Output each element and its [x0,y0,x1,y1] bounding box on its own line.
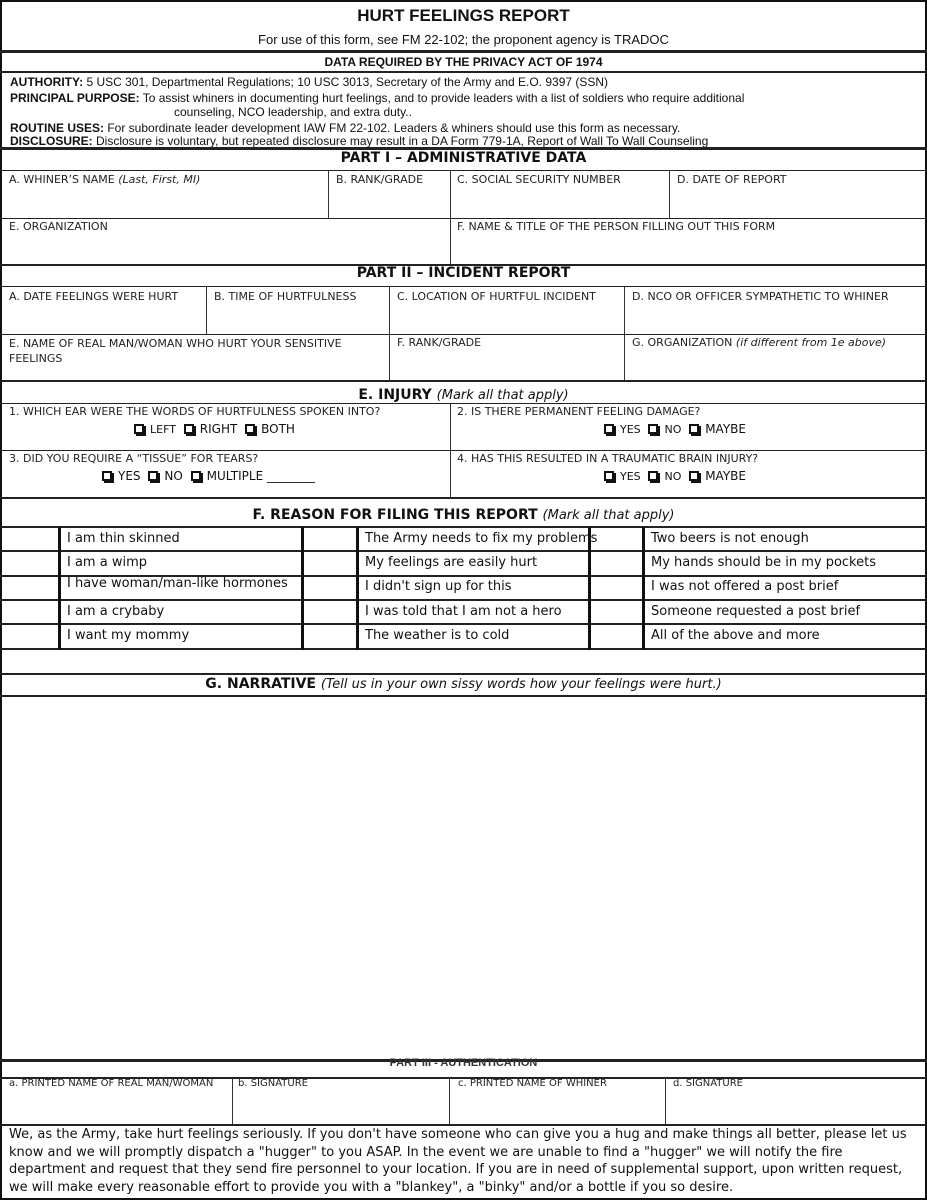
reasons-title: F. REASON FOR FILING THIS REPORT (Mark all that apply) [252,507,675,523]
offender-organization-field[interactable]: G. ORGANIZATION (if different from 1e above) [632,336,887,349]
divider [0,380,927,382]
reason-grid-line [58,527,61,650]
signature-field[interactable]: b. SIGNATURE [238,1078,308,1089]
offender-rank-field[interactable]: F. RANK/GRADE [397,336,482,349]
reason-requested-post-brief[interactable]: Someone requested a post brief [651,604,861,619]
whiner-signature-field[interactable]: d. SIGNATURE [673,1078,743,1089]
date-hurt-field[interactable]: A. DATE FEELINGS WERE HURT [9,290,179,303]
cell-divider [665,1078,666,1124]
privacy-heading: DATA REQUIRED BY THE PRIVACY ACT OF 1974 [324,55,603,69]
both-checkbox[interactable] [245,424,255,434]
yes-checkbox[interactable] [604,471,614,481]
reason-thin-skinned[interactable]: I am thin skinned [67,531,180,546]
brain-injury-question: 4. HAS THIS RESULTED IN A TRAUMATIC BRAIN INJURY? [457,452,759,465]
reason-all-above[interactable]: All of the above and more [651,628,820,643]
multiple-checkbox[interactable] [191,471,201,481]
reason-didnt-sign-up[interactable]: I didn't sign up for this [365,579,512,594]
divider [0,497,927,499]
injury-title: E. INJURY (Mark all that apply) [358,387,569,403]
reason-wimp[interactable]: I am a wimp [67,555,147,570]
privacy-disclosure: DISCLOSURE: Disclosure is voluntary, but repeated disclosure may result in a DA Form 779-1A, Report of Wall To Wall Counseling [10,134,709,147]
divider [0,50,927,53]
yes-checkbox[interactable] [102,471,112,481]
divider [0,550,927,552]
divider [0,695,927,697]
divider [0,623,927,625]
reason-two-beers[interactable]: Two beers is not enough [651,531,809,546]
reason-easily-hurt[interactable]: My feelings are easily hurt [365,555,538,570]
privacy-purpose-cont: counseling, NCO leadership, and extra duty.. [174,105,412,119]
sympathetic-nco-field[interactable]: D. NCO OR OFFICER SYMPATHETIC TO WHINER [632,290,889,303]
divider [0,599,927,601]
part1-title: PART I – ADMINISTRATIVE DATA [340,150,587,166]
part2-title: PART II – INCIDENT REPORT [356,265,571,281]
left-checkbox[interactable] [134,424,144,434]
reason-hands-pockets[interactable]: My hands should be in my pockets [651,555,876,570]
footer-text: We, as the Army, take hurt feelings seriously. If you don't have someone who can give you a hug and make things all better, please let us know and we will promptly dispatch a "hugger" to you ASAP. In the event we are unable to find a "hugger" we will notify the fire department and request that they send fire personnel to your location. If you are in need of supplemental support, upon written request, we will make every reasonable effort to provide you with a "blankey", a "binky" and/or a bottle if you so desire. [9,1127,907,1195]
privacy-authority: AUTHORITY: 5 USC 301, Departmental Regulations; 10 USC 3013, Secretary of the Army and E.O. 9397 (SSN) [10,75,609,89]
tissue-question: 3. DID YOU REQUIRE A “TISSUE” FOR TEARS? [9,452,259,465]
reason-grid-line [642,527,645,650]
ear-options: LEFT RIGHT BOTH [130,422,295,436]
divider [0,403,927,404]
maybe-checkbox[interactable] [689,471,699,481]
no-checkbox[interactable] [148,471,158,481]
organization-field[interactable]: E. ORGANIZATION [9,220,108,233]
location-field[interactable]: C. LOCATION OF HURTFUL INCIDENT [397,290,596,303]
divider [0,218,927,219]
reason-grid-line [301,527,304,650]
reason-army-fix[interactable]: The Army needs to fix my problems [365,531,598,546]
maybe-checkbox[interactable] [689,424,699,434]
time-hurt-field[interactable]: B. TIME OF HURTFULNESS [214,290,357,303]
offender-name-field[interactable]: E. NAME OF REAL MAN/WOMAN WHO HURT YOUR SENSITIVE FEELINGS [9,337,342,365]
whiner-name-field[interactable]: A. WHINER’S NAME (Last, First, MI) [9,173,201,186]
reason-hormones[interactable]: I have woman/man-like hormones [67,576,288,591]
narrative-textarea[interactable] [3,698,924,1058]
divider [0,450,927,451]
divider [0,526,927,528]
cell-divider [206,287,207,335]
whiner-printed-name-field[interactable]: c. PRINTED NAME OF WHINER [458,1078,607,1089]
date-of-report-field[interactable]: D. DATE OF REPORT [677,173,787,186]
reason-weather[interactable]: The weather is to cold [365,628,510,643]
ear-question: 1. WHICH EAR WERE THE WORDS OF HURTFULNESS SPOKEN INTO? [9,405,381,418]
reason-not-hero[interactable]: I was told that I am not a hero [365,604,562,619]
brain-injury-options: YES NO MAYBE [600,469,746,483]
divider [0,648,927,650]
yes-checkbox[interactable] [604,424,614,434]
form-subtitle: For use of this form, see FM 22-102; the proponent agency is TRADOC [258,32,669,47]
divider [0,170,927,171]
preparer-name-field[interactable]: F. NAME & TITLE OF THE PERSON FILLING OUT THIS FORM [457,220,776,233]
real-man-name-field[interactable]: a. PRINTED NAME OF REAL MAN/WOMAN [9,1078,214,1089]
cell-divider [232,1078,233,1124]
part3-title: PART III - AUTHENTICATION [389,1057,538,1069]
cell-divider [449,1078,450,1124]
tissue-options: YES NO MULTIPLE ________ [98,469,315,483]
reason-mommy[interactable]: I want my mommy [67,628,190,643]
damage-question: 2. IS THERE PERMANENT FEELING DAMAGE? [457,405,701,418]
form-title: HURT FEELINGS REPORT [357,6,570,25]
reason-crybaby[interactable]: I am a crybaby [67,604,165,619]
damage-options: YES NO MAYBE [600,422,746,436]
reason-grid-line [356,527,359,650]
divider [0,286,927,287]
cell-divider [669,170,670,218]
divider [0,334,927,335]
privacy-purpose: PRINCIPAL PURPOSE: To assist whiners in documenting hurt feelings, and to provide leaders with a list of soldiers who require additional [10,91,745,105]
privacy-uses: ROUTINE USES: For subordinate leader development IAW FM 22-102. Leaders & whiners should use this form as necessary. [10,121,681,135]
no-checkbox[interactable] [648,424,658,434]
divider [0,71,927,73]
cell-divider [328,170,329,218]
ssn-field[interactable]: C. SOCIAL SECURITY NUMBER [457,173,621,186]
no-checkbox[interactable] [648,471,658,481]
reason-no-post-brief[interactable]: I was not offered a post brief [651,579,839,594]
narrative-title: G. NARRATIVE (Tell us in your own sissy words how your feelings were hurt.) [205,676,722,692]
rank-grade-field[interactable]: B. RANK/GRADE [336,173,424,186]
right-checkbox[interactable] [184,424,194,434]
